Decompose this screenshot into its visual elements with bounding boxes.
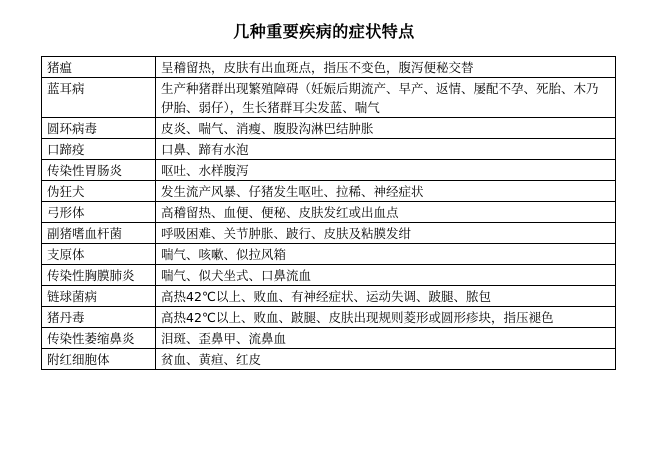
disease-name-cell: 副猪嗜血杆菌 (42, 223, 156, 244)
symptom-cell: 呕吐、水样腹泻 (156, 160, 616, 181)
table-row (42, 139, 616, 160)
disease-name-cell: 口蹄疫 (42, 139, 156, 160)
symptom-cell: 呈稽留热，皮肤有出血斑点，指压不变色，腹泻便秘交替 (156, 57, 616, 78)
table-row (42, 118, 616, 139)
table-row (42, 265, 616, 286)
disease-name-cell: 弓形体 (42, 202, 156, 223)
disease-name-cell: 传染性萎缩鼻炎 (42, 328, 156, 349)
symptom-cell: 皮炎、喘气、消瘦、腹股沟淋巴结肿胀 (156, 118, 616, 139)
table-row (42, 307, 616, 328)
page-title: 几种重要疾病的症状特点 (233, 22, 415, 41)
symptom-cell: 喘气、似犬坐式、口鼻流血 (156, 265, 616, 286)
disease-name-cell: 伪狂犬 (42, 181, 156, 202)
table-row (42, 349, 616, 370)
symptom-cell: 喘气、咳嗽、似拉风箱 (156, 244, 616, 265)
disease-name-cell: 猪瘟 (42, 57, 156, 78)
disease-name-cell: 圆环病毒 (42, 118, 156, 139)
symptom-cell: 生产种猪群出现繁殖障碍（妊娠后期流产、早产、返情、屡配不孕、死胎、木乃伊胎、弱仔），生长猪群耳尖发蓝、喘气 (156, 78, 616, 118)
table-row (42, 223, 616, 244)
disease-name-cell: 猪丹毒 (42, 307, 156, 328)
table-row (42, 57, 616, 78)
symptom-cell: 高热42℃以上、败血、有神经症状、运动失调、跛腿、脓包 (156, 286, 616, 307)
symptom-cell: 泪斑、歪鼻甲、流鼻血 (156, 328, 616, 349)
symptom-cell: 高稽留热、血便、便秘、皮肤发红或出血点 (156, 202, 616, 223)
table-row (42, 244, 616, 265)
symptom-cell: 高热42℃以上、败血、跛腿、皮肤出现规则菱形或圆形疹块，指压褪色 (156, 307, 616, 328)
disease-name-cell: 链球菌病 (42, 286, 156, 307)
table-row (42, 328, 616, 349)
disease-name-cell: 附红细胞体 (42, 349, 156, 370)
table-row (42, 181, 616, 202)
table-row (42, 286, 616, 307)
table-row (42, 160, 616, 181)
symptom-cell: 呼吸困难、关节肿胀、跛行、皮肤及粘膜发绀 (156, 223, 616, 244)
disease-name-cell: 传染性胃肠炎 (42, 160, 156, 181)
symptom-cell: 口鼻、蹄有水泡 (156, 139, 616, 160)
symptom-cell: 贫血、黄疸、红皮 (156, 349, 616, 370)
disease-name-cell: 蓝耳病 (42, 78, 156, 118)
symptom-cell: 发生流产风暴、仔猪发生呕吐、拉稀、神经症状 (156, 181, 616, 202)
table-row (42, 202, 616, 223)
disease-symptom-table (41, 56, 616, 370)
disease-name-cell: 支原体 (42, 244, 156, 265)
disease-name-cell: 传染性胸膜肺炎 (42, 265, 156, 286)
table-row (42, 78, 616, 118)
